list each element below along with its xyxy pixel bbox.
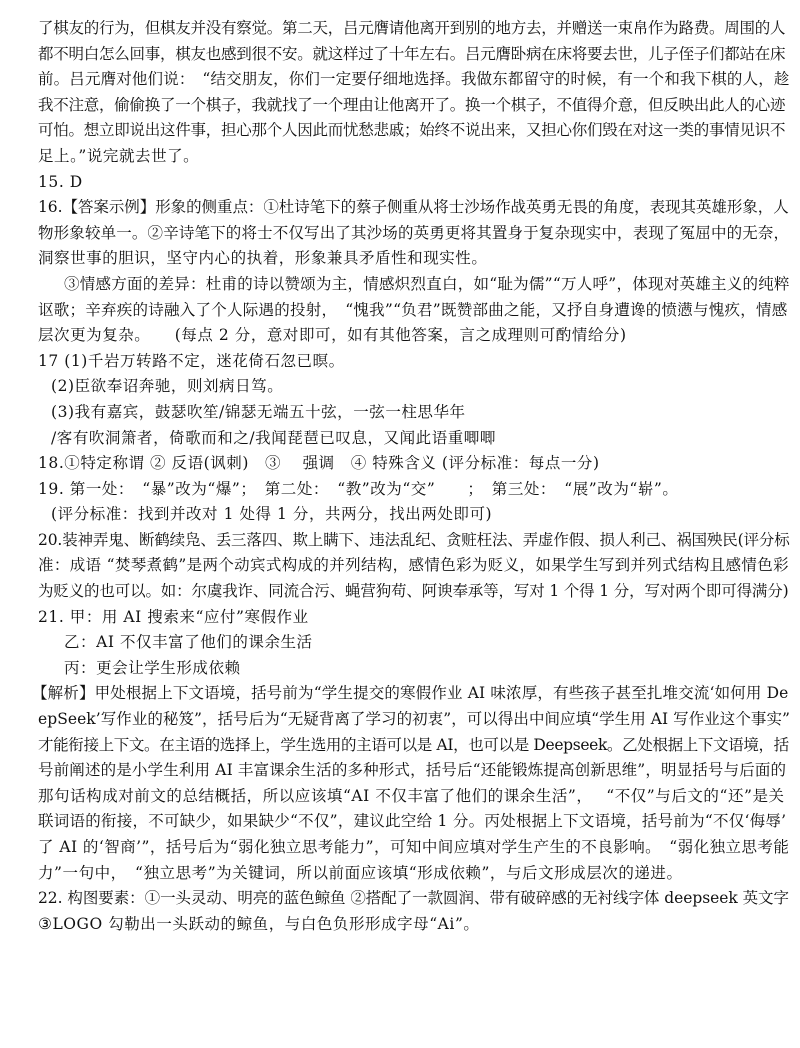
paragraph-line: 前。吕元膺对他们说： “结交朋友，你们一定要仔细地选择。我做东都留守的时候，有一个和我下棋的人，趁 [38, 70, 790, 89]
answer-16-line: 物形象较单一。②辛诗笔下的将士不仅写出了其沙场的英勇更将其置身于复杂现实中，表现了冤屈中的无奈， [38, 223, 790, 242]
paragraph-line: 都不明白怎么回事，棋友也感到很不安。就这样过了十年左右。吕元膺卧病在床将要去世，儿子侄子们都站在床 [38, 44, 786, 63]
analysis-line: 力”一句中， “独立思考”为关键词，所以前面应该填“形成依赖”，与后文形成层次的递进。 [38, 863, 683, 882]
answer-22-line: ③LOGO 勾勒出一头跃动的鲸鱼，与白色负形形成字母“Ai”。 [38, 914, 480, 933]
analysis-line: 了 AI 的‘智商’”，括号后为“弱化独立思考能力”，可知中间应填对学生产生的不良影响。 “弱化独立思考能 [38, 838, 790, 856]
answer-16-line: 讴歌；辛弃疾的诗融入了个人际遇的投射， “愧我”“负君”既赞部曲之能，又抒自身遭谗的愤懑与愧疚，情感 [38, 300, 788, 319]
answer-19: 19. 第一处： “暴”改为“爆”； 第二处： “教”改为“交” ； 第三处： “展”改为“崭”。 [38, 479, 679, 498]
answer-20-line: 为贬义的也可以。如：尔虞我诈、同流合污、蝇营狗苟、阿谀奉承等，写对 1 个得 1 分，写对两个即可得满分) [38, 582, 789, 601]
answer-17-line: (2)臣欲奉诏奔驰，则刘病日笃。 [51, 377, 284, 396]
answer-20-line: 准：成语 “焚琴煮鹤”是两个动宾式构成的并列结构，感情色彩为贬义，如果学生写到并列式结构且感情色彩 [38, 556, 789, 575]
answer-22-line: 22. 构图要素：①一头灵动、明亮的蓝色鲸鱼 ②搭配了一款圆润、带有破碎感的无衬线字体 deepseek 英文字 [38, 889, 789, 908]
answer-17-line: 17 (1)千岩万转路不定，迷花倚石忽已暝。 [38, 351, 345, 370]
answer-17-line: /客有吹洞箫者，倚歌而和之/我闻琵琶已叹息，又闻此语重唧唧 [51, 428, 496, 447]
answer-21-line: 21. 甲：用 AI 搜索来“应付”寒假作业 [38, 607, 309, 626]
paragraph-line: 足上。”说完就去世了。 [38, 146, 200, 165]
answer-16-line: 洞察世事的胆识，坚守内心的执着，形象兼具矛盾性和现实性。 [38, 249, 488, 268]
answer-21-line: 丙：更会让学生形成依赖 [64, 658, 241, 677]
paragraph-line: 了棋友的行为，但棋友并没有察觉。第二天，吕元膺请他离开到别的地方去，并赠送一束帛作为路费。周围的人 [38, 19, 786, 37]
answer-16-line: 层次更为复杂。 (每点 2 分，意对即可，如有其他答案，言之成理则可酌情给分) [38, 326, 627, 345]
answer-20-line: 20.装神弄鬼、断鹤续凫、丢三落四、欺上瞒下、违法乱纪、贪赃枉法、弄虚作假、损人利己、祸国殃民(评分标 [38, 530, 790, 549]
analysis-line: 【解析】甲处根据上下文语境，括号前为“学生提交的寒假作业 AI 味浓厚，有些孩子甚至扎堆交流‘如何用 De [32, 684, 789, 703]
analysis-line: epSeek’写作业的秘笈”，括号后为“无疑背离了学习的初衷”，可以得出中间应填“学生用 AI 写作业这个事实” [38, 710, 790, 729]
paragraph-line: 可怕。想立即说出这件事，担心那个人因此而忧愁悲戚；始终不说出来，又担心你们毁在对这一类的事情见识不 [38, 121, 786, 140]
paragraph-line: 我不注意，偷偷换了一个棋子，我就找了一个理由让他离开了。换一个棋子，不值得介意，但反映出此人的心迹 [38, 95, 786, 114]
analysis-line: 联词语的衔接，不可缺少，如果缺少“不仅”，建议此空给 1 分。丙处根据上下文语境，括号前为“不仅‘侮辱’ [38, 812, 787, 831]
analysis-line: 那句话构成对前文的总结概括，所以应该填“AI 不仅丰富了他们的课余生活”， “不仅”与后文的“还”是关 [38, 786, 785, 805]
answer-16-line: 16.【答案示例】形象的侧重点：①杜诗笔下的蔡子侧重从将士沙场作战英勇无畏的角度，表现其英雄形象，人 [38, 198, 789, 217]
answer-15: 15. D [38, 172, 83, 191]
answer-18: 18.①特定称谓 ② 反语(讽刺) ③ 强调 ④ 特殊含义 (评分标准：每点一分) [38, 454, 600, 473]
analysis-line: 号前阐述的是小学生利用 AI 丰富课余生活的多种形式，括号后“还能锻炼提高创新思维”，明显括号与后面的 [38, 761, 787, 780]
answer-21-line: 乙：AI 不仅丰富了他们的课余生活 [64, 633, 313, 652]
answer-19-scoring: (评分标准：找到并改对 1 处得 1 分，共两分，找出两处即可) [51, 505, 493, 524]
answer-16-line: ③情感方面的差异：杜甫的诗以赞颂为主，情感炽烈直白，如“耻为儒”“万人呼”，体现对英雄主义的纯粹 [64, 274, 790, 293]
answer-17-line: (3)我有嘉宾，鼓瑟吹笙/锦瑟无端五十弦，一弦一柱思华年 [51, 402, 466, 421]
analysis-line: 才能衔接上下文。在主语的选择上，学生选用的主语可以是 AI，也可以是 Deepseek。乙处根据上下文语境，括 [38, 735, 789, 754]
